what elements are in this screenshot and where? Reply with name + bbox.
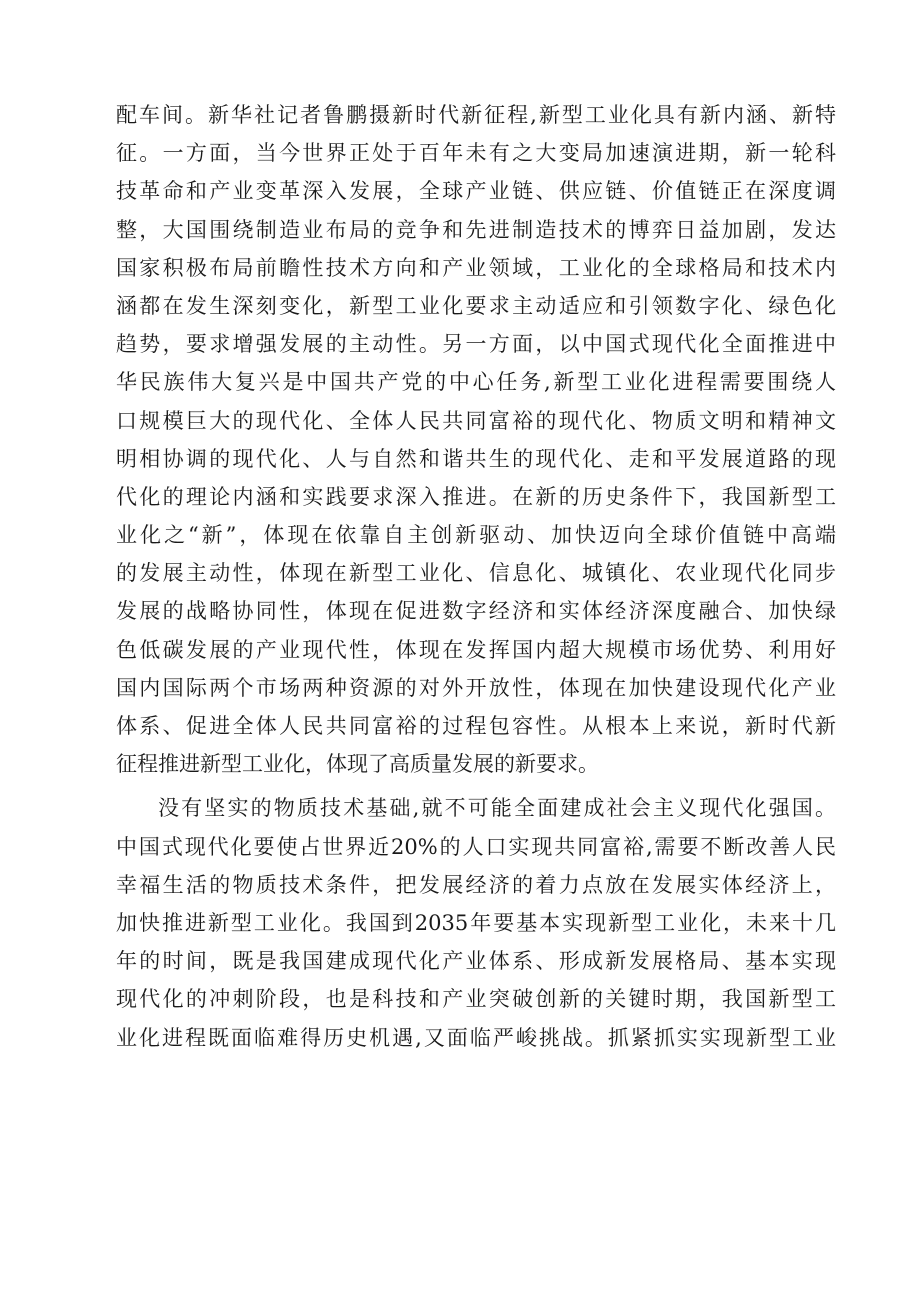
text-line: 口规模巨大的现代化、全体人民共同富裕的现代化、物质文明和精神文 [116,408,836,433]
text-line: 趋势，要求增强发展的主动性。另一方面，以中国式现代化全面推进中 [116,332,836,357]
text-line: 幸福生活的物质技术条件，把发展经济的着力点放在发展实体经济上， [116,872,836,897]
text-line: 征程推进新型工业化，体现了高质量发展的新要求。 [116,752,599,777]
body-text [116,96,836,1057]
paragraph-1 [116,96,836,783]
text-line: 征。一方面，当今世界正处于百年未有之大变局加速演进期，新一轮科 [116,141,836,166]
text-line: 配车间。新华社记者鲁鹏摄新时代新征程,新型工业化具有新内涵、新特 [116,103,836,127]
text-line: 技革命和产业变革深入发展，全球产业链、供应链、价值链正在深度调 [116,179,836,204]
text-line: 色低碳发展的产业现代性，体现在发挥国内超大规模市场优势、利用好 [116,637,836,662]
text-line: 国家积极布局前瞻性技术方向和产业领域，工业化的全球格局和技术内 [116,255,836,280]
text-line: 的发展主动性，体现在新型工业化、信息化、城镇化、农业现代化同步 [116,561,836,586]
text-line: 体系、促进全体人民共同富裕的过程包容性。从根本上来说，新时代新 [116,714,836,738]
text-line: 华民族伟大复兴是中国共产党的中心任务,新型工业化进程需要围绕人 [116,370,836,395]
text-line: 年的时间，既是我国建成现代化产业体系、形成新发展格局、基本实现 [116,949,836,974]
text-line: 涵都在发生深刻变化，新型工业化要求主动适应和引领数字化、绿色化 [116,293,836,318]
text-line: 中国式现代化要使占世界近20%的人口实现共同富裕,需要不断改善人民 [116,834,836,859]
text-line: 整，大国围绕制造业布局的竞争和先进制造技术的博弈日益加剧，发达 [116,217,836,242]
text-line: 现代化的冲刺阶段，也是科技和产业突破创新的关键时期，我国新型工 [116,987,836,1012]
text-line: 业化进程既面临难得历史机遇,又面临严峻挑战。抓紧抓实实现新型工业 [116,1025,836,1050]
text-line: 代化的理论内涵和实践要求深入推进。在新的历史条件下，我国新型工 [116,484,836,509]
text-line: 没有坚实的物质技术基础,就不可能全面建成社会主义现代化强国。 [158,796,836,821]
text-line: 明相协调的现代化、人与自然和谐共生的现代化、走和平发展道路的现 [116,446,836,471]
paragraph-2 [116,789,836,1056]
text-line: 发展的战略协同性，体现在促进数字经济和实体经济深度融合、加快绿 [116,599,836,624]
text-line: 加快推进新型工业化。我国到2035年要基本实现新型工业化，未来十几 [116,910,836,935]
text-line: 国内国际两个市场两种资源的对外开放性，体现在加快建设现代化产业 [116,675,836,700]
text-line: 业化之“新”，体现在依靠自主创新驱动、加快迈向全球价值链中高端 [116,523,836,548]
